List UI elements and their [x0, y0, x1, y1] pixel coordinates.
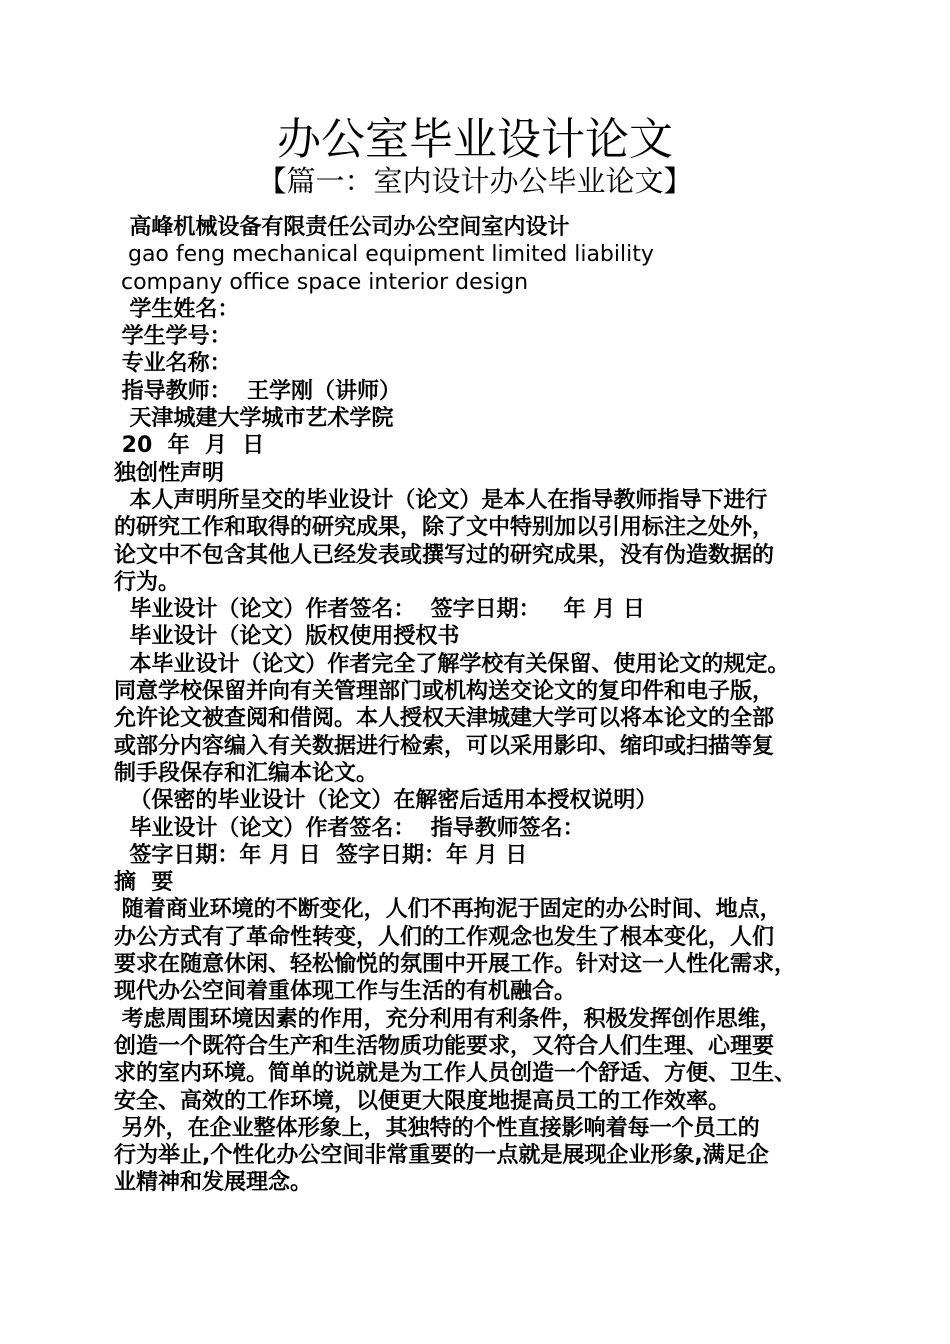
text-line: 考虑周围环境因素的作用，充分利用有利条件，积极发挥创作思维，: [114, 1006, 782, 1032]
text-line: 的研究工作和取得的研究成果，除了文中特别加以引用标注之处外，: [114, 515, 775, 541]
text-line: 专业名称：: [114, 351, 232, 377]
text-line: 安全、高效的工作环境，以便更大限度地提高员工的工作效率。: [114, 1088, 731, 1114]
text-line: 业精神和发展理念。: [114, 1170, 313, 1196]
text-line: 学生姓名：: [114, 296, 240, 322]
text-line: 同意学校保留并向有关管理部门或机构送交论文的复印件和电子版，: [114, 679, 775, 705]
text-line: 毕业设计（论文）作者签名： 签字日期： 年 月 日: [114, 597, 645, 623]
text-line: 毕业设计（论文）版权使用授权书: [114, 624, 460, 650]
text-line: 另外，在企业整体形象上，其独特的个性直接影响着每一个员工的: [114, 1115, 760, 1141]
text-line: 指导教师： 王学刚（讲师）: [114, 378, 401, 404]
text-line: 制手段保存和汇编本论文。: [114, 760, 379, 786]
text-line: 摘 要: [114, 870, 174, 896]
document-title: 办公室毕业设计论文: [277, 114, 673, 165]
text-line: company office space interior design: [114, 269, 529, 295]
text-line: 随着商业环境的不断变化，人们不再拘泥于固定的办公时间、地点，: [114, 897, 782, 923]
text-line: 签字日期：年 月 日 签字日期：年 月 日: [114, 842, 528, 868]
text-line: 天津城建大学城市艺术学院: [114, 406, 394, 432]
text-line: 20 年 月 日: [114, 433, 265, 459]
text-line: 求的室内环境。简单的说就是为工作人员创造一个舒适、方便、卫生、: [114, 1061, 797, 1087]
text-line: 现代办公空间着重体现工作与生活的有机融合。: [114, 979, 577, 1005]
text-line: （保密的毕业设计（论文）在解密后适用本授权说明）: [114, 788, 658, 814]
text-line: 办公方式有了革命性转变，人们的工作观念也发生了根本变化，人们: [114, 924, 775, 950]
document-subtitle: 【篇一：室内设计办公毕业论文】: [257, 164, 693, 198]
text-line: gao feng mechanical equipment limited liability: [114, 242, 654, 268]
text-line: 行为举止,个性化办公空间非常重要的一点就是展现企业形象,满足企: [114, 1143, 769, 1169]
text-line: 行为。: [114, 569, 181, 595]
text-line: 要求在随意休闲、轻松愉悦的氛围中开展工作。针对这一人性化需求，: [114, 952, 797, 978]
text-line: 或部分内容编入有关数据进行检索，可以采用影印、缩印或扫描等复: [114, 733, 775, 759]
text-line: 本人声明所呈交的毕业设计（论文）是本人在指导教师指导下进行: [114, 487, 768, 513]
document-body: [114, 214, 844, 1197]
text-line: 独创性声明: [114, 460, 225, 486]
text-line: 允许论文被查阅和借阅。本人授权天津城建大学可以将本论文的全部: [114, 706, 775, 732]
text-line: 本毕业设计（论文）作者完全了解学校有关保留、使用论文的规定。: [114, 651, 790, 677]
text-line: 创造一个既符合生产和生活物质功能要求，又符合人们生理、心理要: [114, 1033, 775, 1059]
text-line: 毕业设计（论文）作者签名： 指导教师签名：: [114, 815, 585, 841]
text-line: 论文中不包含其他人已经发表或撰写过的研究成果，没有伪造数据的: [114, 542, 775, 568]
text-line: 学生学号：: [114, 324, 232, 350]
text-line: 高峰机械设备有限责任公司办公空间室内设计: [114, 215, 570, 240]
